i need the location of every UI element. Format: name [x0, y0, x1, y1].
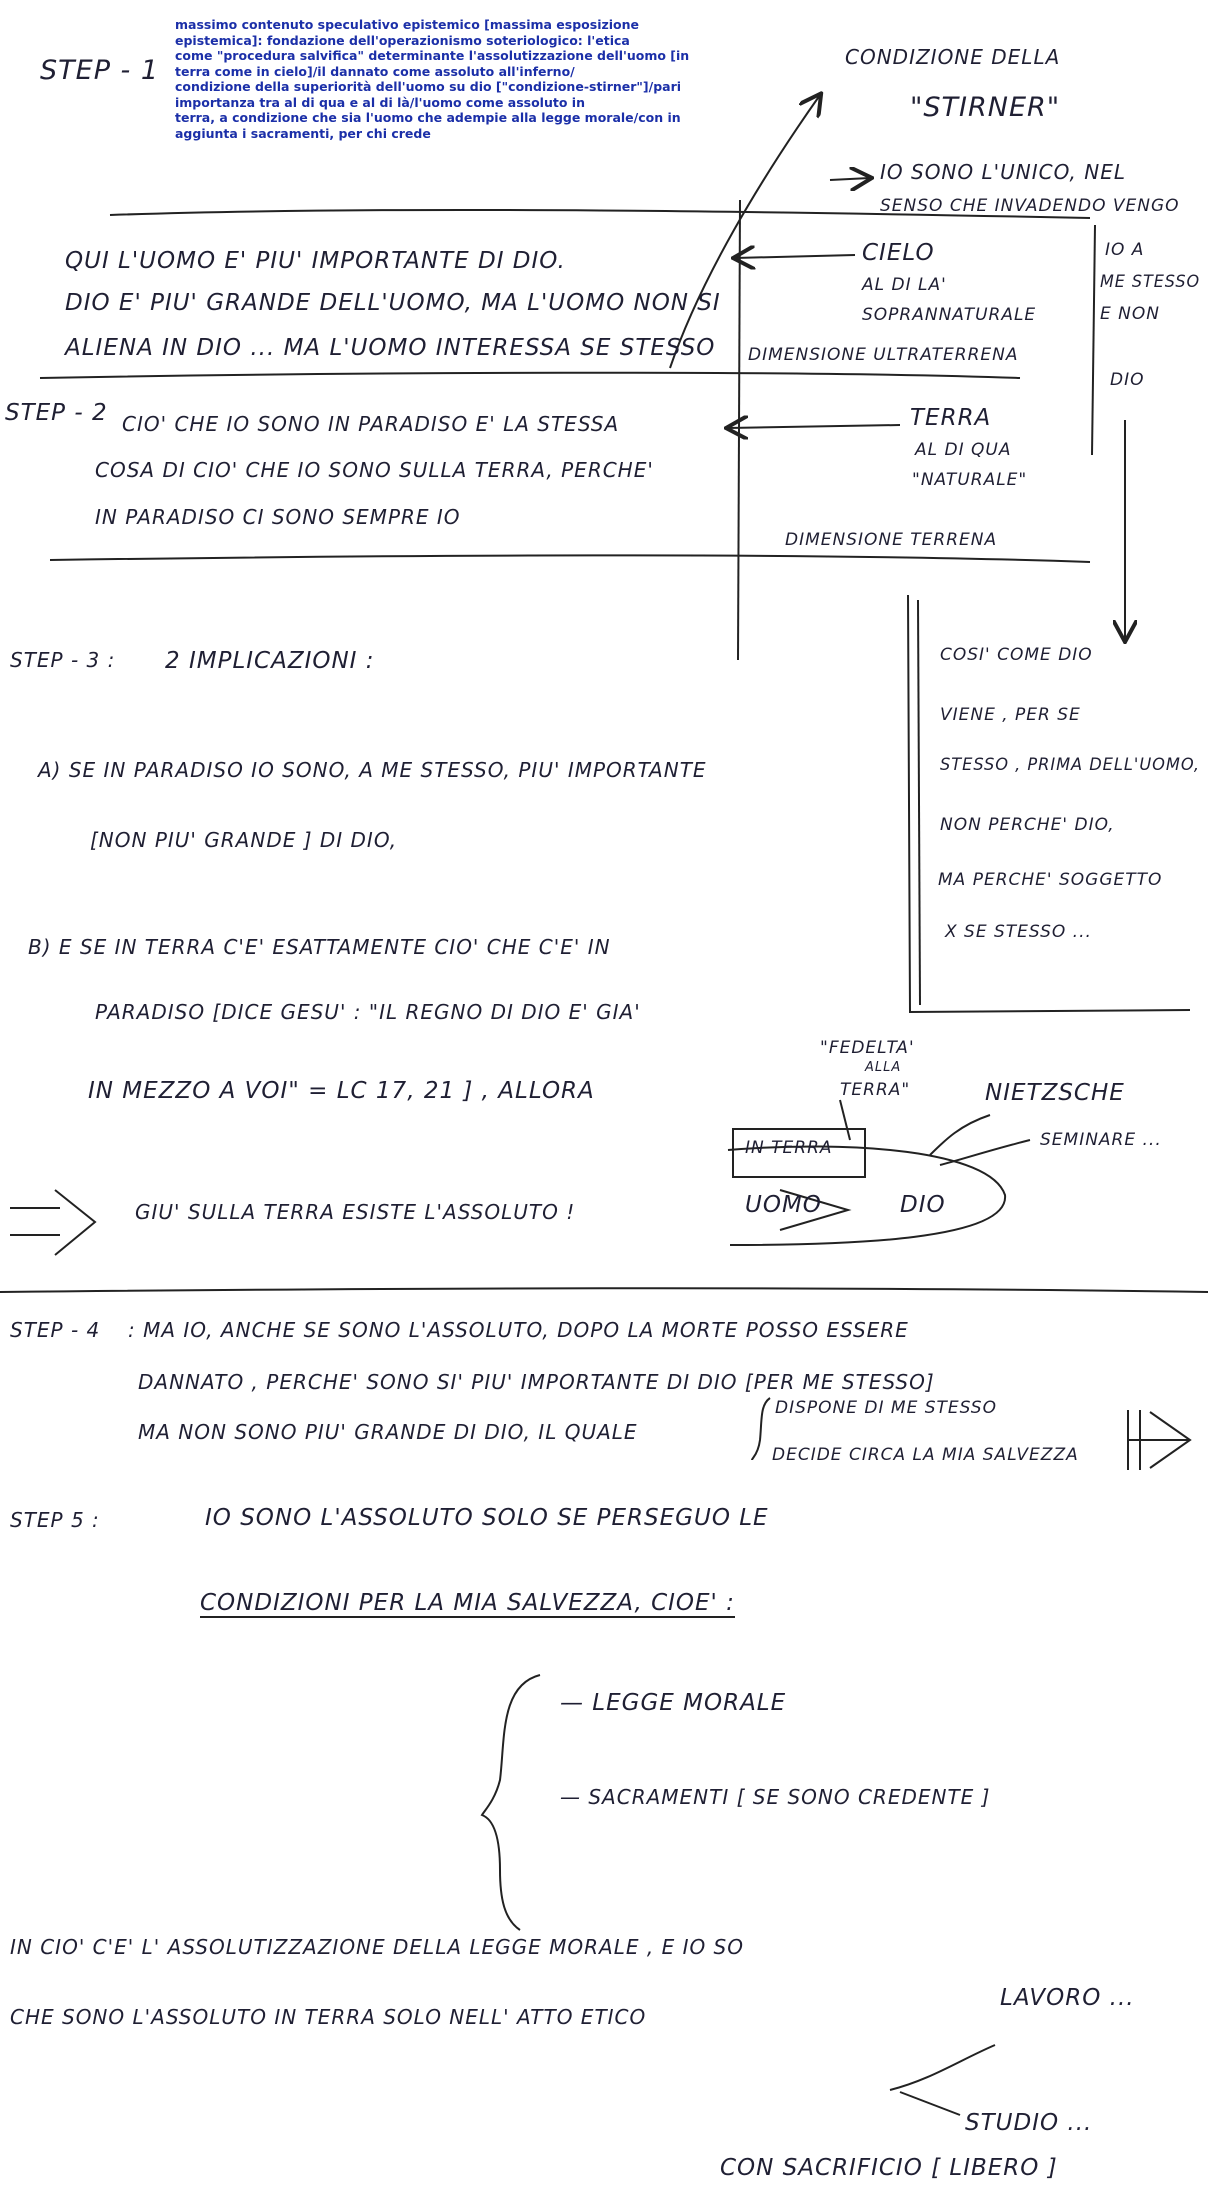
- branch-line: [890, 2045, 995, 2090]
- typed-line: importanza tra al di qua e al di là/l'uomo come assoluto in: [175, 94, 585, 110]
- step2-text-line: CIO' CHE IO SONO IN PARADISO E' LA STESSA: [122, 412, 620, 436]
- fedelta-label: TERRA": [840, 1080, 911, 1100]
- vertical-stem: [1092, 225, 1095, 455]
- step5-item: — LEGGE MORALE: [560, 1690, 787, 1716]
- io-unico-line: SENSO CHE INVADENDO VENGO: [880, 196, 1180, 216]
- uomo-label: UOMO: [745, 1192, 822, 1218]
- step1-text-line: ALIENA IN DIO ... MA L'UOMO INTERESSA SE STESSO: [65, 335, 716, 361]
- step3-text-line: B) E SE IN TERRA C'E' ESATTAMENTE CIO' CHE C'E' IN: [28, 935, 611, 959]
- branch-line: [900, 2092, 960, 2115]
- double-arrow: [1128, 1410, 1190, 1470]
- side-box-line: COSI' COME DIO: [940, 645, 1093, 665]
- al-di-qua-label: AL DI QUA: [915, 440, 1012, 460]
- big-arrow: [10, 1190, 95, 1255]
- typed-line: aggiunta i sacramenti, per chi crede: [175, 125, 431, 141]
- side-box-line: NON PERCHE' DIO,: [940, 815, 1115, 835]
- interra-label: IN TERRA: [745, 1138, 833, 1158]
- typed-line: come "procedura salvifica" determinante l'assolutizzazione dell'uomo [in: [175, 48, 690, 63]
- step3-conclusion: GIU' SULLA TERRA ESISTE L'ASSOLUTO !: [135, 1200, 576, 1224]
- typed-line: epistemica]: fondazione dell'operazionismo soteriologico: l'etica: [175, 32, 630, 48]
- step3-text-line: [NON PIU' GRANDE ] DI DIO,: [90, 828, 398, 852]
- brace: [752, 1398, 770, 1460]
- step5-text-line: IO SONO L'ASSOLUTO SOLO SE PERSEGUO LE: [205, 1505, 769, 1531]
- dimensione-terrena: DIMENSIONE TERRENA: [785, 530, 998, 550]
- typed-line: terra come in cielo]/il dannato come assoluto all'inferno/: [175, 63, 575, 79]
- dimensione-ultraterrena: DIMENSIONE ULTRATERRENA: [748, 345, 1019, 365]
- left-arrow: [728, 425, 900, 428]
- typed-line: massimo contenuto speculativo epistemico [massima esposizione: [175, 17, 640, 32]
- box-border: [918, 600, 920, 1005]
- right-arrow: [830, 178, 870, 180]
- step1-label: STEP - 1: [40, 55, 160, 86]
- side-box-line: STESSO , PRIMA DELL'UOMO,: [940, 755, 1201, 775]
- brace: [482, 1675, 540, 1930]
- io-a-me-line: DIO: [1110, 370, 1145, 390]
- step3-text-line: IN MEZZO A VOI" = LC 17, 21 ] , ALLORA: [88, 1078, 595, 1104]
- dio-label: DIO: [900, 1192, 946, 1218]
- sacrificio-label: CON SACRIFICIO [ LIBERO ]: [720, 2155, 1058, 2181]
- seminare-label: SEMINARE ...: [1040, 1130, 1162, 1150]
- brace-option: DISPONE DI ME STESSO: [775, 1398, 997, 1418]
- fedelta-label: ALLA: [865, 1060, 902, 1075]
- step3-label: STEP - 3 :: [10, 648, 116, 672]
- io-a-me-line: IO A: [1105, 240, 1145, 260]
- vertical-divider: [738, 200, 740, 660]
- cielo-label: CIELO: [862, 240, 935, 266]
- al-di-la-label: AL DI LA': [862, 275, 947, 295]
- nietzsche-label: NIETZSCHE: [985, 1080, 1125, 1106]
- pointer-line: [930, 1115, 990, 1155]
- side-box-line: VIENE , PER SE: [940, 705, 1081, 725]
- io-a-me-line: E NON: [1100, 304, 1160, 324]
- side-box-line: X SE STESSO ...: [945, 922, 1092, 942]
- naturale-label: "NATURALE": [912, 470, 1028, 490]
- up-arrow: [670, 95, 820, 368]
- step5-text-line: CONDIZIONI PER LA MIA SALVEZZA, CIOE' :: [200, 1590, 735, 1616]
- brace-option: DECIDE CIRCA LA MIA SALVEZZA: [772, 1445, 1079, 1465]
- soprannaturale-label: SOPRANNATURALE: [862, 305, 1037, 325]
- step3-text-line: PARADISO [DICE GESU' : "IL REGNO DI DIO E' GIA': [95, 1000, 641, 1024]
- io-unico-line: IO SONO L'UNICO, NEL: [880, 160, 1126, 184]
- left-arrow: [735, 255, 855, 258]
- separator-line: [0, 1288, 1208, 1292]
- terra-label: TERRA: [910, 405, 992, 431]
- step3-text-line: A) SE IN PARADISO IO SONO, A ME STESSO, PIU' IMPORTANTE: [38, 758, 707, 782]
- pointer-line: [940, 1140, 1030, 1165]
- step2-text-line: COSA DI CIO' CHE IO SONO SULLA TERRA, PERCHE': [95, 458, 654, 482]
- fedelta-label: "FEDELTA': [820, 1038, 915, 1058]
- step4-text-line: : MA IO, ANCHE SE SONO L'ASSOLUTO, DOPO LA MORTE POSSO ESSERE: [128, 1318, 909, 1342]
- step5-label: STEP 5 :: [10, 1508, 100, 1532]
- step4-text-line: MA NON SONO PIU' GRANDE DI DIO, IL QUALE: [138, 1420, 638, 1444]
- separator-line: [40, 373, 1020, 378]
- studio-label: STUDIO ...: [965, 2110, 1093, 2136]
- step1-text-line: QUI L'UOMO E' PIU' IMPORTANTE DI DIO.: [65, 248, 566, 274]
- lavoro-label: LAVORO ...: [1000, 1985, 1135, 2011]
- step3-title: 2 IMPLICAZIONI :: [165, 648, 375, 674]
- step5-item: — SACRAMENTI [ SE SONO CREDENTE ]: [560, 1785, 991, 1809]
- typed-line: condizione della superiorità dell'uomo su dio ["condizione-stirner"]/pari: [175, 79, 682, 94]
- stirner-label: "STIRNER": [910, 92, 1061, 123]
- separator-line: [50, 555, 1090, 562]
- stirner-condition-title: CONDIZIONE DELLA: [845, 45, 1061, 69]
- step4-label: STEP - 4: [10, 1318, 101, 1342]
- step2-text-line: IN PARADISO CI SONO SEMPRE IO: [95, 505, 461, 529]
- step2-label: STEP - 2: [5, 400, 108, 426]
- step1-text-line: DIO E' PIU' GRANDE DELL'UOMO, MA L'UOMO NON SI: [65, 290, 721, 316]
- typed-line: terra, a condizione che sia l'uomo che adempie alla legge morale/con in: [175, 110, 681, 125]
- io-a-me-line: ME STESSO: [1100, 272, 1201, 292]
- step4-text-line: DANNATO , PERCHE' SONO SI' PIU' IMPORTANTE DI DIO [PER ME STESSO]: [138, 1370, 935, 1394]
- conclusion-line: CHE SONO L'ASSOLUTO IN TERRA SOLO NELL' ATTO ETICO: [10, 2005, 647, 2029]
- side-box-line: MA PERCHE' SOGGETTO: [938, 870, 1163, 890]
- conclusion-line: IN CIO' C'E' L' ASSOLUTIZZAZIONE DELLA LEGGE MORALE , E IO SO: [10, 1935, 744, 1959]
